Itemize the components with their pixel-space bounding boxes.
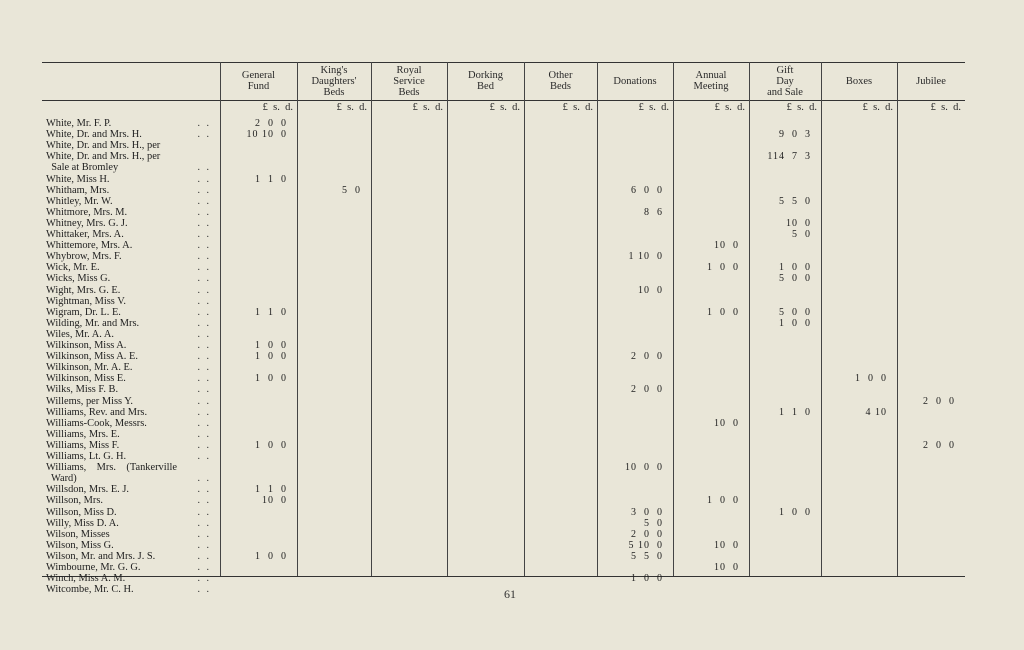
row-name: Whittaker, Mrs. A. <box>46 229 124 240</box>
row-name: Winch, Miss A. M. <box>46 573 126 585</box>
cell-gift: 5 0 0 <box>779 273 811 285</box>
leader-dots: . . <box>197 573 211 585</box>
leader-dots: . . <box>197 129 211 141</box>
leader-dots: . . <box>197 251 211 263</box>
cell-annual: 10 0 <box>714 562 739 573</box>
row-name: Willson, Mrs. <box>46 495 104 507</box>
leader-dots: . . <box>197 406 211 418</box>
cell-kings: 5 0 <box>342 184 361 196</box>
row-name: Wilson, Misses <box>46 528 110 540</box>
cell-donations: 5 10 0 <box>628 539 663 551</box>
leader-dots: . . <box>197 240 211 252</box>
column-divider <box>297 62 298 576</box>
row-name: Sale at Bromley <box>46 162 119 174</box>
leader-dots: . . <box>197 473 211 485</box>
leader-dots: . . <box>197 184 211 196</box>
row-name: Wilding, Mr. and Mrs. <box>46 317 140 329</box>
leader-dots: . . <box>197 451 211 462</box>
column-unit-gift: £ s. d. <box>786 102 817 113</box>
leader-dots: . . <box>197 273 211 285</box>
column-unit-kings: £ s. d. <box>336 102 367 113</box>
row-name: Whitham, Mrs. <box>46 184 110 196</box>
row-name: Wick, Mr. E. <box>46 262 100 274</box>
row-name: Ward) <box>46 473 77 485</box>
column-header-royal: Royal Service Beds <box>393 64 425 98</box>
column-header-dorking: Dorking Bed <box>468 70 503 92</box>
row-name: White, Miss H. <box>46 173 110 185</box>
column-divider <box>821 62 822 576</box>
leader-dots: . . <box>197 295 211 307</box>
row-name: Williams-Cook, Messrs. <box>46 417 147 429</box>
leader-dots: . . <box>197 340 211 351</box>
leader-dots: . . <box>197 262 211 274</box>
cell-donations: 1 10 0 <box>628 251 663 263</box>
column-header-annual: Annual Meeting <box>693 70 729 92</box>
column-divider <box>897 62 898 576</box>
row-name: Wilkinson, Miss E. <box>46 373 126 385</box>
cell-donations: 2 0 0 <box>631 528 663 540</box>
leader-dots: . . <box>197 428 211 440</box>
column-divider <box>220 62 221 576</box>
cell-boxes: 4 10 <box>865 406 887 418</box>
leader-dots: . . <box>197 373 211 385</box>
row-name: Wightman, Miss V. <box>46 295 127 307</box>
leader-dots: . . <box>197 362 211 374</box>
column-divider <box>524 62 525 576</box>
column-header-kings: King's Daughters' Beds <box>311 64 357 98</box>
cell-donations: 1 0 0 <box>631 573 663 585</box>
column-divider <box>673 62 674 576</box>
row-name: Wilson, Miss G. <box>46 539 114 551</box>
cell-jubilee: 2 0 0 <box>923 439 955 451</box>
leader-dots: . . <box>197 328 211 340</box>
leader-dots: . . <box>197 229 211 240</box>
cell-general: 10 10 0 <box>246 129 287 141</box>
column-header-gift: Gift Day and Sale <box>767 64 803 98</box>
cell-annual: 10 0 <box>714 417 739 429</box>
column-unit-annual: £ s. d. <box>714 102 745 113</box>
leader-dots: . . <box>197 562 211 573</box>
column-unit-general: £ s. d. <box>262 102 293 113</box>
column-header-jubilee: Jubilee <box>916 75 946 87</box>
leader-dots: . . <box>197 284 211 296</box>
cell-annual: 10 0 <box>714 539 739 551</box>
row-name: Willson, Miss D. <box>46 506 117 518</box>
cell-gift: 10 0 <box>786 217 811 229</box>
leader-dots: . . <box>197 173 211 185</box>
leader-dots: . . <box>197 317 211 329</box>
cell-general: 1 1 0 <box>255 173 287 185</box>
row-name: Williams, Rev. and Mrs. <box>46 406 148 418</box>
row-name: Whitmore, Mrs. M. <box>46 206 128 218</box>
column-header-boxes: Boxes <box>845 75 873 87</box>
row-name: Whitney, Mrs. G. J. <box>46 217 128 229</box>
page-number: 61 <box>504 587 516 601</box>
row-name: Wicks, Miss G. <box>46 273 111 285</box>
row-name: White, Dr. and Mrs. H., per <box>46 140 161 152</box>
leader-dots: . . <box>197 162 211 174</box>
leader-dots: . . <box>197 495 211 507</box>
leader-dots: . . <box>197 206 211 218</box>
cell-donations: 8 6 <box>644 206 663 218</box>
row-name: Willy, Miss D. A. <box>46 517 119 529</box>
column-unit-other: £ s. d. <box>562 102 593 113</box>
row-name: Wimbourne, Mr. G. G. <box>46 562 141 573</box>
cell-general: 1 0 0 <box>255 340 287 351</box>
row-name: Williams, Mrs. (Tankerville <box>46 462 178 474</box>
column-unit-dorking: £ s. d. <box>489 102 520 113</box>
cell-general: 1 0 0 <box>255 373 287 385</box>
row-name: White, Dr. and Mrs. H. <box>46 129 142 141</box>
leader-dots: . . <box>197 417 211 429</box>
leader-dots: . . <box>197 539 211 551</box>
cell-annual: 10 0 <box>714 240 739 252</box>
column-unit-jubilee: £ s. d. <box>930 102 961 113</box>
cell-general: 1 0 0 <box>255 550 287 562</box>
cell-donations: 5 5 0 <box>631 550 663 562</box>
leader-dots: . . <box>197 195 211 207</box>
cell-donations: 2 0 0 <box>631 351 663 363</box>
leader-dots: . . <box>197 517 211 529</box>
cell-gift: 5 5 0 <box>779 195 811 207</box>
leader-dots: . . <box>197 351 211 363</box>
header-rule <box>42 100 965 101</box>
row-name: Williams, Miss F. <box>46 439 120 451</box>
cell-gift: 1 1 0 <box>779 406 811 418</box>
cell-gift: 9 0 3 <box>779 129 811 141</box>
row-name: White, Dr. and Mrs. H., per <box>46 151 161 163</box>
row-name: Whybrow, Mrs. F. <box>46 251 122 263</box>
cell-annual: 1 0 0 <box>707 262 739 274</box>
leader-dots: . . <box>197 506 211 518</box>
row-name: Whitley, Mr. W. <box>46 195 113 207</box>
column-header-general: General Fund <box>241 70 276 92</box>
leader-dots: . . <box>197 484 211 496</box>
cell-general: 1 0 0 <box>255 439 287 451</box>
cell-donations: 5 0 <box>644 517 663 529</box>
row-name: Wigram, Dr. L. E. <box>46 306 121 318</box>
column-header-other: Other Beds <box>548 70 573 92</box>
cell-general: 2 0 0 <box>255 118 287 129</box>
cell-gift: 1 0 0 <box>779 317 811 329</box>
cell-boxes: 1 0 0 <box>855 373 887 385</box>
cell-general: 1 1 0 <box>255 484 287 496</box>
cell-gift: 5 0 0 <box>779 306 811 318</box>
row-name: Witcombe, Mr. C. H. <box>46 584 134 596</box>
cell-gift: 114 7 3 <box>767 151 811 163</box>
row-name: Wilkinson, Miss A. <box>46 340 127 351</box>
row-name: Wilkinson, Miss A. E. <box>46 351 138 363</box>
cell-donations: 10 0 0 <box>625 462 663 474</box>
cell-gift: 1 0 0 <box>779 262 811 274</box>
cell-general: 1 1 0 <box>255 306 287 318</box>
cell-donations: 10 0 <box>638 284 663 296</box>
column-divider <box>447 62 448 576</box>
cell-donations: 2 0 0 <box>631 384 663 396</box>
row-name: White, Mr. F. P. <box>46 118 112 129</box>
cell-donations: 3 0 0 <box>631 506 663 518</box>
cell-annual: 1 0 0 <box>707 495 739 507</box>
cell-jubilee: 2 0 0 <box>923 395 955 407</box>
cell-gift: 5 0 <box>792 229 811 240</box>
cell-annual: 1 0 0 <box>707 306 739 318</box>
leader-dots: . . <box>197 584 211 596</box>
leader-dots: . . <box>197 550 211 562</box>
leader-dots: . . <box>197 306 211 318</box>
column-divider <box>371 62 372 576</box>
cell-gift: 1 0 0 <box>779 506 811 518</box>
cell-donations: 6 0 0 <box>631 184 663 196</box>
leader-dots: . . <box>197 395 211 407</box>
column-divider <box>597 62 598 576</box>
column-unit-donations: £ s. d. <box>638 102 669 113</box>
column-header-donations: Donations <box>613 75 657 87</box>
column-divider <box>749 62 750 576</box>
column-unit-royal: £ s. d. <box>412 102 443 113</box>
cell-general: 1 0 0 <box>255 351 287 363</box>
leader-dots: . . <box>197 384 211 396</box>
leader-dots: . . <box>197 528 211 540</box>
row-name: Wight, Mrs. G. E. <box>46 284 121 296</box>
row-name: Wilks, Miss F. B. <box>46 384 119 396</box>
cell-general: 10 0 <box>262 495 287 507</box>
row-name: Willems, per Miss Y. <box>46 395 134 407</box>
row-name: Williams, Mrs. E. <box>46 428 120 440</box>
column-unit-boxes: £ s. d. <box>862 102 893 113</box>
row-name: Wilkinson, Mr. A. E. <box>46 362 133 374</box>
row-name: Wiles, Mr. A. A. <box>46 328 114 340</box>
leader-dots: . . <box>197 439 211 451</box>
row-name: Willsdon, Mrs. E. J. <box>46 484 129 496</box>
leader-dots: . . <box>197 118 211 129</box>
row-name: Whittemore, Mrs. A. <box>46 240 133 252</box>
leader-dots: . . <box>197 217 211 229</box>
row-name: Williams, Lt. G. H. <box>46 451 127 462</box>
row-name: Wilson, Mr. and Mrs. J. S. <box>46 550 156 562</box>
